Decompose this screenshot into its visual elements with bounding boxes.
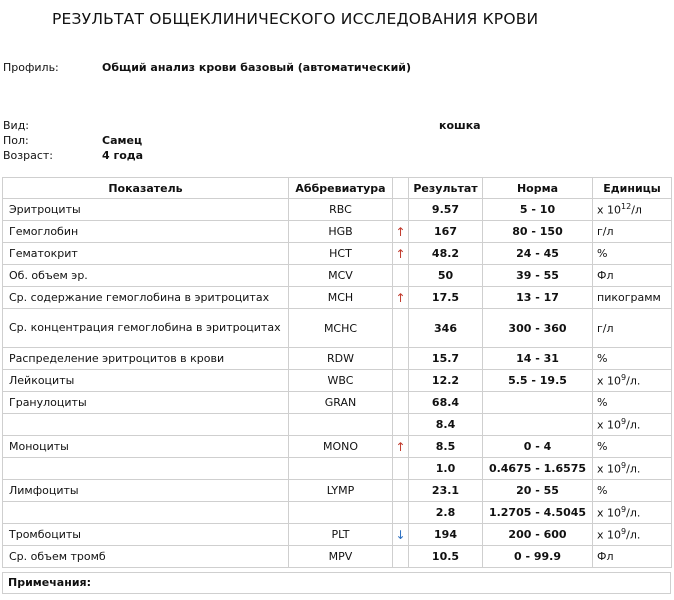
row-abbr: LYMP — [289, 480, 393, 502]
row-abbr: MONO — [289, 436, 393, 458]
unit-base: % — [597, 352, 608, 365]
unit-base: Фл — [597, 550, 614, 563]
profile-value: Общий анализ крови базовый (автоматический) — [102, 61, 412, 74]
table-row — [3, 480, 672, 502]
row-abbr — [289, 502, 393, 524]
row-abbr: RBC — [289, 199, 393, 221]
row-unit — [593, 370, 672, 392]
row-flag — [393, 502, 409, 524]
table-row — [3, 243, 672, 265]
row-result: 15.7 — [409, 348, 483, 370]
row-norm: 14 - 31 — [483, 348, 593, 370]
row-norm: 200 - 600 — [483, 524, 593, 546]
row-norm: 39 - 55 — [483, 265, 593, 287]
row-result: 12.2 — [409, 370, 483, 392]
row-flag — [393, 348, 409, 370]
header-name: Показатель — [3, 178, 289, 199]
row-flag — [393, 480, 409, 502]
row-name — [3, 458, 289, 480]
table-row — [3, 221, 672, 243]
unit-base: % — [597, 396, 608, 409]
unit-base: г/л — [597, 225, 614, 238]
row-norm: 80 - 150 — [483, 221, 593, 243]
row-norm: 5.5 - 19.5 — [483, 370, 593, 392]
results-table — [2, 177, 672, 568]
arrow-up-icon: ↑ — [393, 221, 409, 243]
table-row — [3, 436, 672, 458]
row-norm: 20 - 55 — [483, 480, 593, 502]
unit-exponent: 9 — [621, 505, 627, 515]
row-unit — [593, 480, 672, 502]
row-unit — [593, 287, 672, 309]
row-name: Эритроциты — [3, 199, 289, 221]
row-abbr: MPV — [289, 546, 393, 568]
row-name: Гемоглобин — [3, 221, 289, 243]
table-row — [3, 546, 672, 568]
unit-suffix: /л. — [626, 506, 641, 520]
row-result: 48.2 — [409, 243, 483, 265]
row-unit — [593, 414, 672, 436]
row-result: 8.5 — [409, 436, 483, 458]
row-abbr: MCH — [289, 287, 393, 309]
row-result: 68.4 — [409, 392, 483, 414]
row-result: 2.8 — [409, 502, 483, 524]
row-result: 10.5 — [409, 546, 483, 568]
row-name: Ср. содержание гемоглобина в эритроцитах — [3, 287, 289, 309]
sex-value: Самец — [102, 134, 143, 147]
unit-base: x 10 — [597, 203, 622, 217]
row-flag — [393, 370, 409, 392]
row-flag — [393, 546, 409, 568]
row-abbr: MCV — [289, 265, 393, 287]
unit-exponent: 9 — [621, 461, 627, 471]
row-name: Лимфоциты — [3, 480, 289, 502]
header-norm: Норма — [483, 178, 593, 199]
species-label: Вид: — [3, 119, 30, 132]
notes-label: Примечания: — [8, 576, 91, 589]
notes-section — [2, 572, 671, 594]
unit-exponent: 12 — [621, 202, 632, 212]
unit-base: x 10 — [597, 528, 622, 542]
row-unit — [593, 309, 672, 348]
row-flag — [393, 309, 409, 348]
arrow-up-icon: ↑ — [393, 287, 409, 309]
table-row — [3, 370, 672, 392]
row-result: 50 — [409, 265, 483, 287]
row-name: Моноциты — [3, 436, 289, 458]
row-result: 346 — [409, 309, 483, 348]
unit-suffix: /л. — [626, 418, 641, 432]
row-abbr — [289, 458, 393, 480]
row-unit — [593, 524, 672, 546]
row-name: Ср. концентрация гемоглобина в эритроцитах — [3, 309, 289, 348]
arrow-down-icon: ↓ — [393, 524, 409, 546]
table-row — [3, 265, 672, 287]
species-value: кошка — [439, 119, 481, 132]
row-name — [3, 414, 289, 436]
table-row — [3, 287, 672, 309]
header-result: Результат — [409, 178, 483, 199]
unit-suffix: /л — [631, 203, 642, 217]
unit-base: x 10 — [597, 418, 622, 432]
row-unit — [593, 458, 672, 480]
row-result: 23.1 — [409, 480, 483, 502]
profile-label: Профиль: — [3, 61, 59, 74]
row-flag — [393, 392, 409, 414]
row-name: Ср. объем тромб — [3, 546, 289, 568]
row-result: 8.4 — [409, 414, 483, 436]
row-flag — [393, 265, 409, 287]
unit-base: % — [597, 484, 608, 497]
row-abbr: GRAN — [289, 392, 393, 414]
unit-base: x 10 — [597, 374, 622, 388]
row-unit — [593, 502, 672, 524]
row-abbr: RDW — [289, 348, 393, 370]
unit-base: x 10 — [597, 506, 622, 520]
table-row — [3, 502, 672, 524]
table-row — [3, 309, 672, 348]
unit-suffix: /л. — [626, 528, 641, 542]
header-abbr: Аббревиатура — [289, 178, 393, 199]
row-abbr: MCHC — [289, 309, 393, 348]
row-result: 1.0 — [409, 458, 483, 480]
row-name: Распределение эритроцитов в крови — [3, 348, 289, 370]
row-flag — [393, 199, 409, 221]
arrow-up-icon: ↑ — [393, 436, 409, 458]
row-norm: 1.2705 - 4.5045 — [483, 502, 593, 524]
header-flag — [393, 178, 409, 199]
row-unit — [593, 546, 672, 568]
unit-base: пикограмм — [597, 291, 661, 304]
arrow-up-icon: ↑ — [393, 243, 409, 265]
unit-base: г/л — [597, 321, 614, 335]
row-unit — [593, 348, 672, 370]
row-name: Об. объем эр. — [3, 265, 289, 287]
row-norm: 0.4675 - 1.6575 — [483, 458, 593, 480]
row-unit — [593, 436, 672, 458]
row-unit — [593, 392, 672, 414]
unit-suffix: /л. — [626, 374, 641, 388]
row-flag — [393, 458, 409, 480]
table-row — [3, 392, 672, 414]
table-row — [3, 414, 672, 436]
row-abbr: HGB — [289, 221, 393, 243]
row-name: Гематокрит — [3, 243, 289, 265]
unit-base: % — [597, 440, 608, 453]
row-abbr: HCT — [289, 243, 393, 265]
row-unit — [593, 265, 672, 287]
row-abbr: WBC — [289, 370, 393, 392]
age-value: 4 года — [102, 149, 144, 162]
row-name: Тромбоциты — [3, 524, 289, 546]
row-name: Гранулоциты — [3, 392, 289, 414]
unit-base: x 10 — [597, 462, 622, 476]
row-norm — [483, 392, 593, 414]
unit-exponent: 9 — [621, 417, 627, 427]
unit-exponent: 9 — [621, 373, 627, 383]
table-row — [3, 348, 672, 370]
row-result: 167 — [409, 221, 483, 243]
row-abbr: PLT — [289, 524, 393, 546]
row-abbr — [289, 414, 393, 436]
row-result: 17.5 — [409, 287, 483, 309]
table-row — [3, 524, 672, 546]
row-unit — [593, 243, 672, 265]
row-norm: 13 - 17 — [483, 287, 593, 309]
age-label: Возраст: — [3, 149, 54, 162]
row-norm: 0 - 4 — [483, 436, 593, 458]
table-row — [3, 458, 672, 480]
row-norm: 24 - 45 — [483, 243, 593, 265]
row-norm: 0 - 99.9 — [483, 546, 593, 568]
row-name — [3, 502, 289, 524]
unit-base: Фл — [597, 269, 614, 282]
row-result: 9.57 — [409, 199, 483, 221]
header-units: Единицы — [593, 178, 672, 199]
row-flag — [393, 414, 409, 436]
row-norm — [483, 414, 593, 436]
row-unit — [593, 221, 672, 243]
row-unit — [593, 199, 672, 221]
unit-suffix: /л. — [626, 462, 641, 476]
row-result: 194 — [409, 524, 483, 546]
page-title: РЕЗУЛЬТАТ ОБЩЕКЛИНИЧЕСКОГО ИССЛЕДОВАНИЯ КРОВИ — [52, 10, 539, 28]
sex-label: Пол: — [3, 134, 29, 147]
row-name: Лейкоциты — [3, 370, 289, 392]
table-row — [3, 199, 672, 221]
unit-exponent: 9 — [621, 527, 627, 537]
row-norm: 5 - 10 — [483, 199, 593, 221]
table-header-row — [3, 178, 672, 199]
unit-base: % — [597, 247, 608, 260]
row-norm: 300 - 360 — [483, 309, 593, 348]
